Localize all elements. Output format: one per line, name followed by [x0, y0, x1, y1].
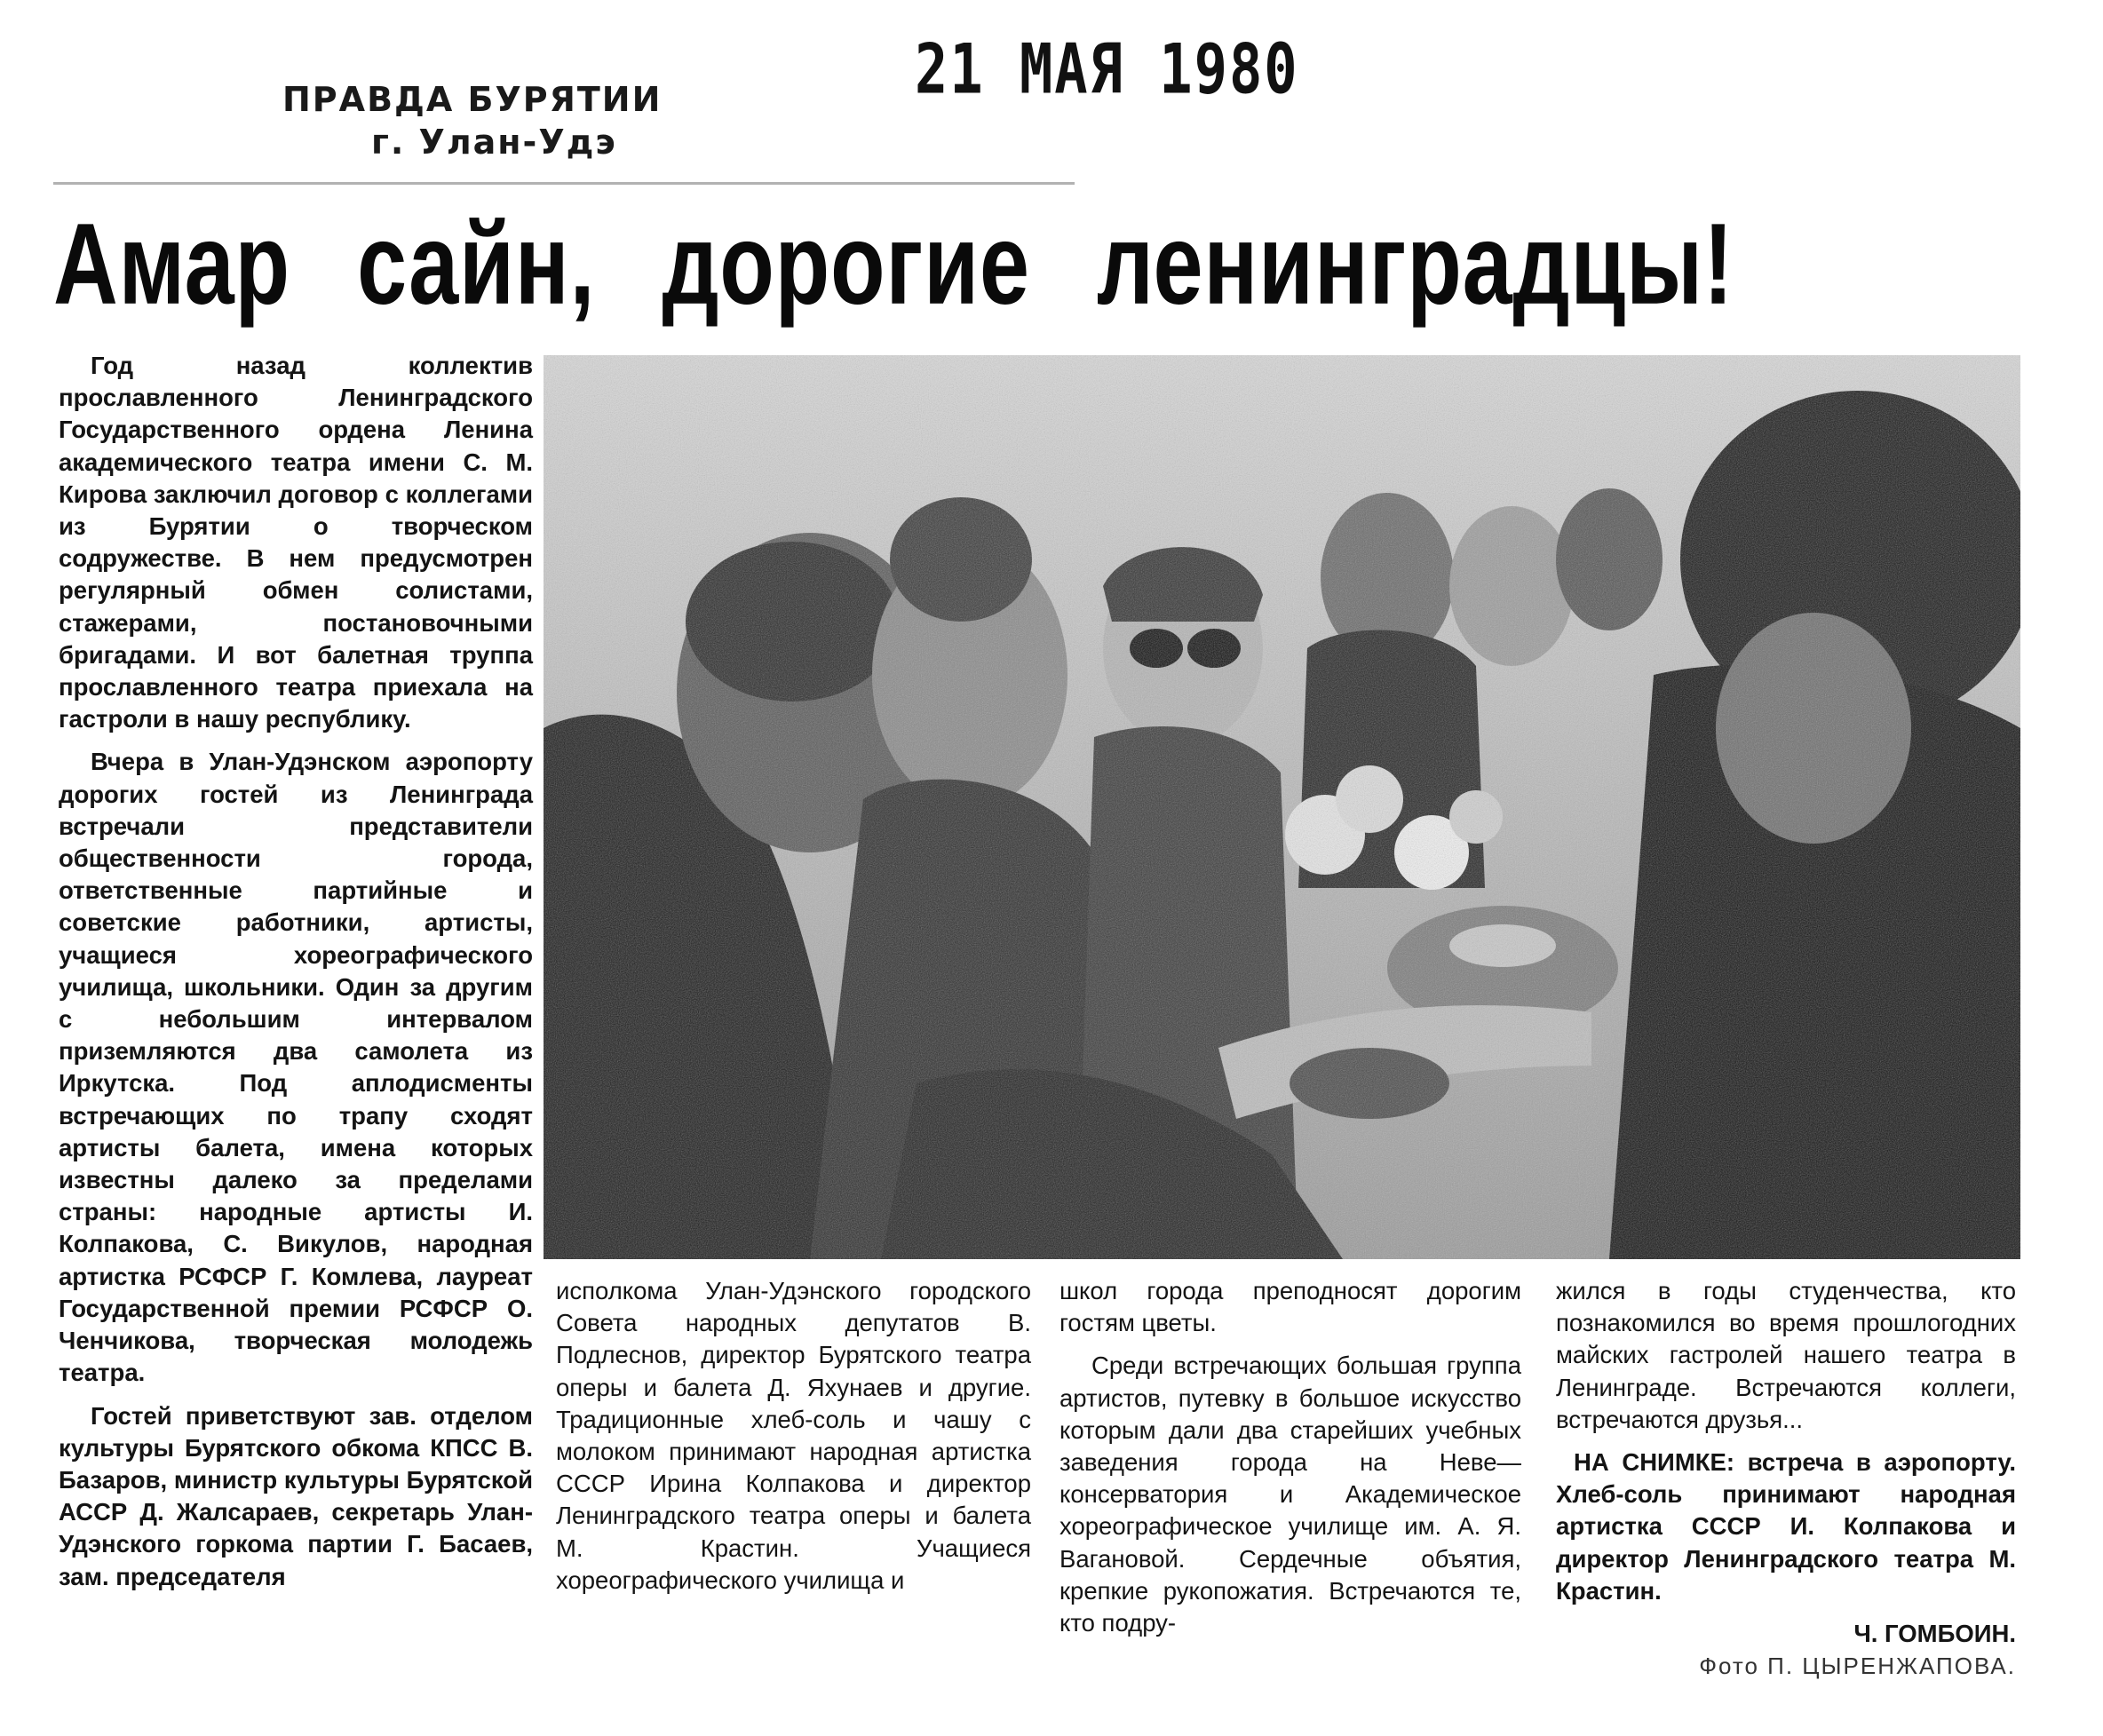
paragraph: Вчера в Улан-Удэнском аэропорту дорогих гостей из Ленинграда встречали представители общественности города, ответственные партийные и советские работники, артисты, учащиеся хореографического училища, школьники. Один за другим с небольшим интервалом приземляются два самолета из Иркутска. Под аплодисменты встречающих по трапу сходят артисты балета, имена которых известны далеко за пределами страны: народные артисты И. Колпакова, С. Викулов, народная артистка РСФСР Г. Комлева, лауреат Государственной премии РСФСР О. Ченчикова, творческая молодежь театра. [59, 748, 533, 1387]
paragraph: Гостей приветствуют зав. отделом культуры Бурятского обкома КПСС В. Базаров, министр культуры Бурятской АССР Д. Жалсараев, секретарь Улан-Удэнского горкома партии Г. Басаев, зам. председателя [59, 1401, 533, 1590]
paragraph: исполкома Улан-Удэнского городского Совета народных депутатов В. Подлеснов, директор Бурятского театра оперы и балета Д. Яхунаев и другие. Традиционные хлеб-соль и чашу с молоком принимают народная артистка СССР Ирина Колпакова и директор Ленинградского театра оперы и балета М. Крастин. Учащиеся хореографического училища и [556, 1277, 1031, 1594]
photo-caption: НА СНИМКЕ: встреча в аэропорту. Хлеб-соль принимают народная артистка СССР И. Колпакова и директор Ленинградского театра М. Крастин. [1556, 1448, 2016, 1605]
author-signature: Ч. ГОМБОИН. [1853, 1620, 2016, 1648]
article-column-2 [556, 1275, 1031, 1684]
paragraph: Год назад коллектив прославленного Ленинградского Государственного ордена Ленина академического театра имени С. М. Кирова заключил договор с коллегами из Бурятии о творческом содружестве. В нем предусмотрен регулярный обмен солистами, стажерами, постановочными бригадами. И вот балетная труппа прославленного театра приехала на гастроли в нашу республику. [59, 352, 533, 733]
article-column-1 [59, 350, 533, 1682]
article-column-4 [1556, 1275, 2016, 1684]
date-stamp: 21 МАЯ 1980 [915, 28, 1299, 110]
article-column-3 [1059, 1275, 1521, 1684]
news-photo [544, 355, 2020, 1259]
paragraph: школ города преподносят дорогим гостям цветы. [1059, 1277, 1521, 1337]
newspaper-stamp [282, 78, 700, 163]
photo-illustration [544, 355, 2020, 1259]
paragraph: жился в годы студенчества, кто познакомился во время прошлогодних майских гастролей нашего театра в Ленинграде. Встречаются коллеги, встречаются друзья... [1556, 1277, 2016, 1433]
newspaper-city: г. Улан-Удэ [371, 123, 617, 162]
clipping-edge-rule [53, 182, 1075, 185]
newspaper-name: ПРАВДА БУРЯТИИ [282, 80, 663, 119]
photo-credit: Фото П. ЦЫРЕНЖАПОВА. [1699, 1653, 2016, 1680]
paragraph: Среди встречающих большая группа артистов, путевку в большое искусство которым дали два старейших учебных заведения города на Неве—консерватория и Академическое хореографическое училище им. А. Я. Вагановой. Сердечные объятия, крепкие рукопожатия. Встречаются те, кто подру- [1059, 1352, 1521, 1637]
headline: Амар сайн, дорогие ленинградцы! [53, 199, 1734, 329]
